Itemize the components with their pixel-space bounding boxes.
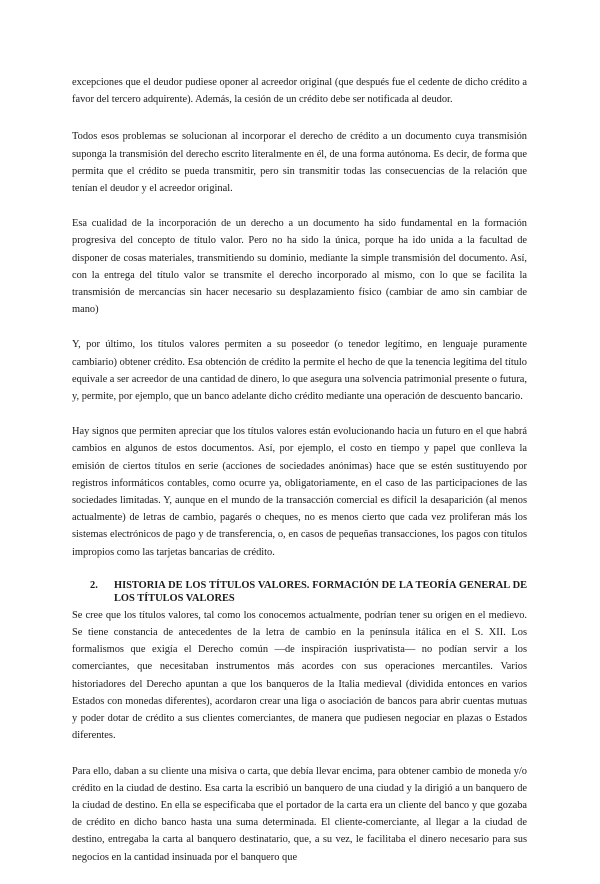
paragraph-futuro: Hay signos que permiten apreciar que los títulos valores están evolucionando hacia un futuro en el que habrá cambios en algunos de estos documentos. Así, por ejemplo, el costo en tiempo y papel que conlleva la emisión de ciertos títulos en serie (acciones de sociedades anónimas) hace que se estén sustituyendo por registros informáticos contables, como ocurre ya, obligatoriamente, en el caso de las participaciones de las sociedades limitadas. Y, aunque en el mundo de la transacción comercial es difícil la desaparición (al menos actualmente) de letras de cambio, pagarés o cheques, no es menos cierto que cada vez proliferan más los sistemas electrónicos de pago y de transferencia, o, en casos de pequeñas transacciones, los pagos con títulos impropios como las tarjetas bancarias de crédito. [72, 426, 527, 558]
paragraph-problemas: Todos esos problemas se solucionan al incorporar el derecho de crédito a un documento cuya transmisión suponga la transmisión del derecho escrito literalmente en él, de una forma autónoma. Es decir, de forma que permita que el crédito se pueda transmitir, pero sin transmitir todas las consecuencias de la relación que tenían el deudor y el acreedor original. [72, 131, 527, 195]
paragraph-credito: Y, por último, los títulos valores permiten a su poseedor (o tenedor legítimo, en lenguaje puramente cambiario) obtener crédito. Esa obtención de crédito la permite el hecho de que la tenencia legítima del título equivale a ser acreedor de una cantidad de dinero, lo que asegura una solvencia patrimonial presente o futura, y, permite, por ejemplo, que un banco adelante dicho crédito mediante una operación de descuento bancario. [72, 339, 527, 403]
paragraph-historia: Se cree que los títulos valores, tal como los conocemos actualmente, podrían tener su origen en el medievo. Se tiene constancia de antecedentes de la letra de cambio en la península itálica en el S. XII. Los formalismos que exigía el Derecho común —de inspiración iusprivatista— no podían servir a los comerciantes, que necesitaban instrumentos más acordes con sus operaciones mercantiles. Varios historiadores del Derecho apuntan a que los banqueros de la Italia medieval (dividida entonces en varios Estados con monedas diferentes), acordaron crear una liga o asociación de bancos para abrir cuentas mutuas y poder dotar de crédito a sus clientes comerciantes, de manera que pudiesen negociar en plazas o Estados diferentes. [72, 609, 527, 742]
section-number: 2. [90, 579, 98, 591]
page-content [72, 74, 527, 884]
paragraph-incorporacion: Esa cualidad de la incorporación de un derecho a un documento ha sido fundamental en la formación progresiva del concepto de título valor. Pero no ha sido la única, porque ha ido unida a la facultad de disponer de cosas materiales, transmitiendo su dominio, mediante la simple transmisión del documento. Así, con la entrega del título valor se transmite el derecho incorporado al mismo, con lo que se facilita la transmisión de mercancías sin hacer necesario su desplazamiento físico (cambiar de amo sin cambiar de mano) [72, 218, 527, 316]
paragraph-misiva: Para ello, daban a su cliente una misiva o carta, que debía llevar encima, para obtener cambio de moneda y/o crédito en la ciudad de destino. Esa carta la escribió un banquero de una ciudad y la dirigió a un banquero de la ciudad de destino. En ella se especificaba que el portador de la carta era un cliente del banco y que gozaba de crédito en dicho banco hasta una suma determinada. El cliente-comerciante, al llegar a la ciudad de destino, entregaba la carta al banquero destinatario, que, a su vez, le facilitaba el dinero necesario para sus negocios en la cantidad insinuada por el banquero que [72, 765, 527, 863]
section-title: HISTORIA DE LOS TÍTULOS VALORES. FORMACIÓN DE LA TEORÍA GENERAL DE LOS TÍTULOS VALORES [114, 579, 527, 604]
section-heading [72, 579, 527, 605]
paragraph-cesion: excepciones que el deudor pudiese oponer al acreedor original (que después fue el cedente de dicho crédito a favor del tercero adquirente). Además, la cesión de un crédito debe ser notificada al deudor. [72, 77, 527, 106]
